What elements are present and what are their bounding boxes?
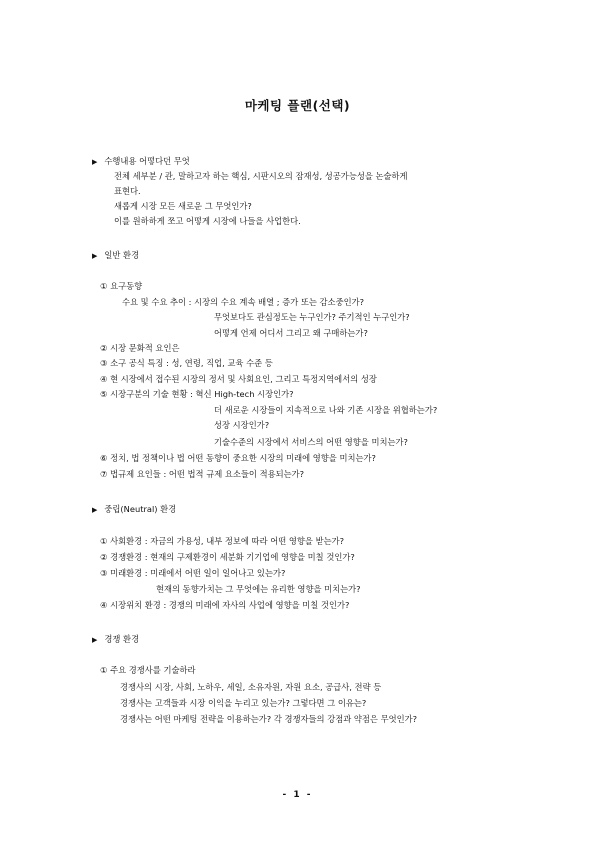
section-heading-summary [92, 156, 190, 168]
body-line: ② 시장 문화적 요인은 [100, 343, 180, 353]
body-line: 표현다. [114, 186, 141, 196]
body-line: ③ 소구 공식 특징 : 성, 연령, 직업, 교육 수준 등 [100, 358, 273, 368]
body-line: 새롭게 시장 모든 새로운 그 무엇인가? [114, 201, 252, 211]
section-heading-text: 일반 환경 [104, 250, 140, 260]
body-line: ④ 시장위치 환경 : 경쟁의 미래에 자사의 사업에 영향을 미칠 것인가? [100, 600, 350, 610]
body-line: 기술수준의 시장에서 서비스의 어떤 영향을 미치는가? [214, 437, 408, 447]
section-heading-competitive-environment [92, 634, 139, 646]
section-heading-general-environment [92, 250, 139, 262]
document-title: 마케팅 플랜(선택) [244, 98, 351, 113]
section-heading-text: 수행내용 어떻다던 무엇 [104, 156, 190, 166]
body-line: ⑥ 정치, 법 정책이나 법 어떤 동향이 중요한 시장의 미래에 영향을 미치는가? [100, 453, 376, 463]
body-line: ⑤ 시장구분의 기술 현황 : 혁신 High-tech 시장인가? [100, 389, 294, 399]
body-line: ① 요구동향 [100, 281, 143, 291]
body-line: 어떻게 언제 어디서 그리고 왜 구매하는가? [214, 328, 368, 338]
triangle-bullet-icon: ▶ [92, 158, 98, 166]
body-line: 전체 세부분 / 관, 말하고자 하는 핵심, 시판시오의 잠재성, 성공가능성을 논술하게 [114, 171, 408, 181]
body-line: ① 주요 경쟁사를 기술하라 [100, 665, 196, 675]
section-heading-text: 경쟁 환경 [104, 634, 140, 644]
section-heading-neutral-environment [92, 504, 176, 516]
body-line: 이를 원하하게 쪼고 어떻게 시장에 나들을 사업한다. [114, 216, 301, 226]
body-line: ① 사회환경 : 자금의 가용성, 내부 정보에 따라 어떤 영향을 받는가? [100, 536, 345, 546]
body-line: 현재의 동향가치는 그 무엇에는 유리한 영향을 미치는가? [156, 584, 361, 594]
body-line: 경쟁사의 시장, 사회, 노하우, 세일, 소유자원, 자원 요소, 공급사, 전략 등 [120, 682, 382, 692]
section-heading-text: 중립(Neutral) 환경 [104, 504, 177, 514]
triangle-bullet-icon: ▶ [92, 252, 98, 260]
body-line: 성장 시장인가? [214, 420, 270, 430]
body-line: ③ 미래환경 : 미래에서 어떤 일이 일어나고 있는가? [100, 568, 286, 578]
page-number: - 1 - [282, 790, 313, 800]
body-line: ② 경쟁환경 : 현재의 구제환경이 세분화 기기업에 영향을 미칠 것인가? [100, 552, 355, 562]
body-line: 무엇보다도 관심정도는 누구인가? 주기적인 누구인가? [214, 312, 410, 322]
body-line: ④ 현 시장에서 접수된 시장의 정서 및 사회요인, 그리고 특정지역에서의 성장 [100, 374, 377, 384]
triangle-bullet-icon: ▶ [92, 506, 98, 514]
triangle-bullet-icon: ▶ [92, 636, 98, 644]
body-line: 더 새로운 시장들이 지속적으로 나와 기존 시장을 위협하는가? [214, 405, 438, 415]
body-line: 경쟁사는 어떤 마케팅 전략을 이용하는가? 각 경쟁자들의 강점과 약점은 무엇인가? [120, 714, 418, 724]
body-line: 경쟁사는 고객들과 시장 이익을 누리고 있는가? 그렇다면 그 이유는? [120, 698, 367, 708]
body-line: ⑦ 법규제 요인들 : 어떤 법적 규제 요소들이 적용되는가? [100, 469, 305, 479]
body-line: 수요 및 수요 추이 : 시장의 수요 계속 배열 ; 증가 또는 감소중인가? [122, 297, 365, 307]
